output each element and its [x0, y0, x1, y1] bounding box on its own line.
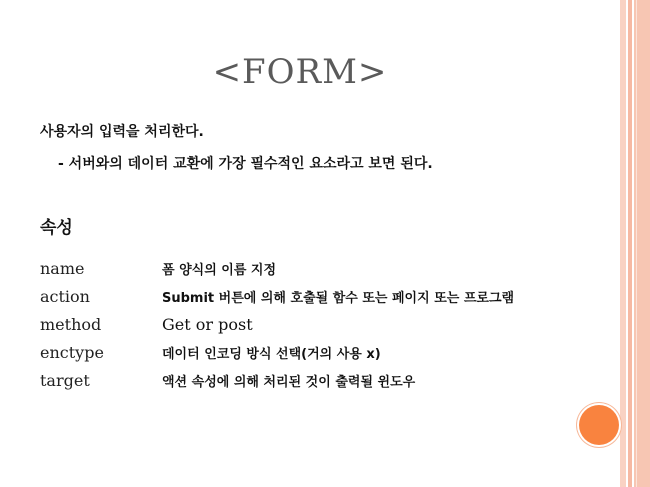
accent-circle [579, 405, 619, 445]
attribute-name: method [40, 315, 102, 334]
attribute-description: 폼 양식의 이름 지정 [162, 263, 277, 278]
attribute-description: Submit 버튼에 의해 호출될 함수 또는 페이지 또는 프로그램 [162, 291, 515, 306]
attribute-row [40, 257, 600, 285]
decorative-stripe [636, 0, 637, 487]
attribute-row [40, 313, 600, 341]
attribute-description: 데이터 인코딩 방식 선택(거의 사용 x) [162, 347, 381, 362]
attribute-name: target [40, 371, 90, 390]
attribute-row [40, 341, 600, 369]
attribute-row [40, 369, 600, 397]
decorative-stripe [628, 0, 632, 487]
intro-text: 사용자의 입력을 처리한다. [40, 124, 204, 140]
sub-point-text: - 서버와의 데이터 교환에 가장 필수적인 요소라고 보면 된다. [58, 156, 433, 172]
attribute-table [40, 257, 600, 397]
attribute-name: action [40, 287, 90, 306]
decorative-stripe [620, 0, 626, 487]
section-heading: 속성 [40, 218, 73, 238]
attribute-name: enctype [40, 343, 104, 362]
attribute-description: 액션 속성에 의해 처리된 것이 출력될 윈도우 [162, 375, 416, 390]
slide-title: <FORM> [212, 52, 388, 92]
attribute-row [40, 285, 600, 313]
attribute-name: name [40, 259, 85, 278]
attribute-description: Get or post [162, 315, 253, 334]
